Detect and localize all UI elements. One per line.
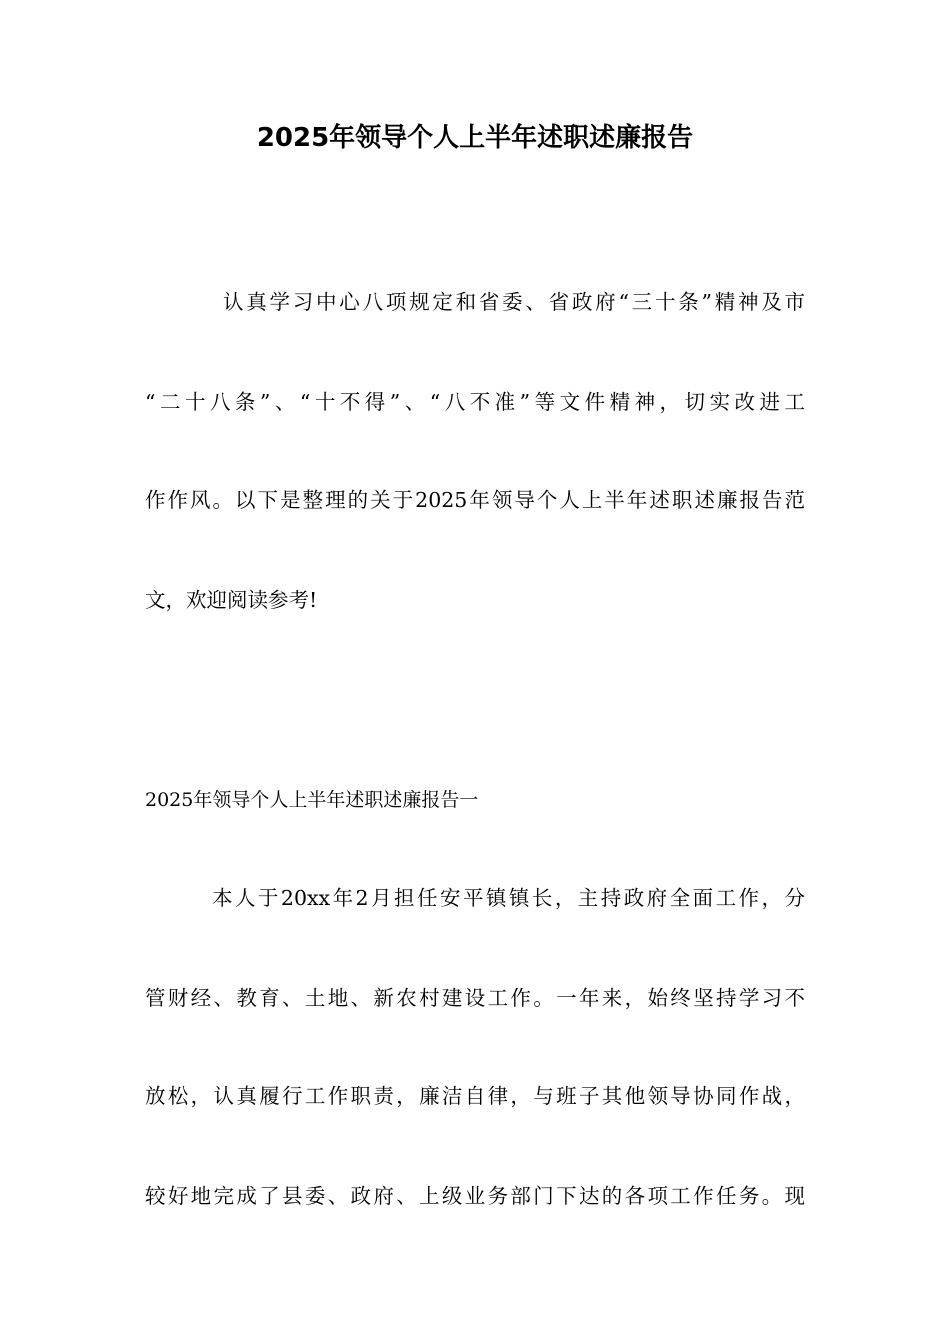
body-paragraph-line: 放松，认真履行工作职责，廉洁自律，与班子其他领导协同作战， xyxy=(145,1084,805,1108)
intro-paragraph-line: 文，欢迎阅读参考! xyxy=(145,588,318,612)
document-title: 2025年领导个人上半年述职述廉报告 xyxy=(256,123,694,153)
intro-paragraph-line: 作作风。以下是整理的关于2025年领导个人上半年述职述廉报告范 xyxy=(145,488,805,512)
intro-paragraph-line: 认真学习中心八项规定和省委、省政府“三十条”精神及市 xyxy=(223,290,805,314)
intro-paragraph-line: “二十八条”、“十不得”、“八不准”等文件精神，切实改进工 xyxy=(145,390,805,414)
body-paragraph-line: 较好地完成了县委、政府、上级业务部门下达的各项工作任务。现 xyxy=(145,1184,805,1208)
body-paragraph-line: 管财经、教育、土地、新农村建设工作。一年来，始终坚持学习不 xyxy=(145,986,805,1010)
body-paragraph-line: 本人于20xx年2月担任安平镇镇长，主持政府全面工作，分 xyxy=(212,886,805,910)
section-heading: 2025年领导个人上半年述职述廉报告一 xyxy=(145,789,479,811)
